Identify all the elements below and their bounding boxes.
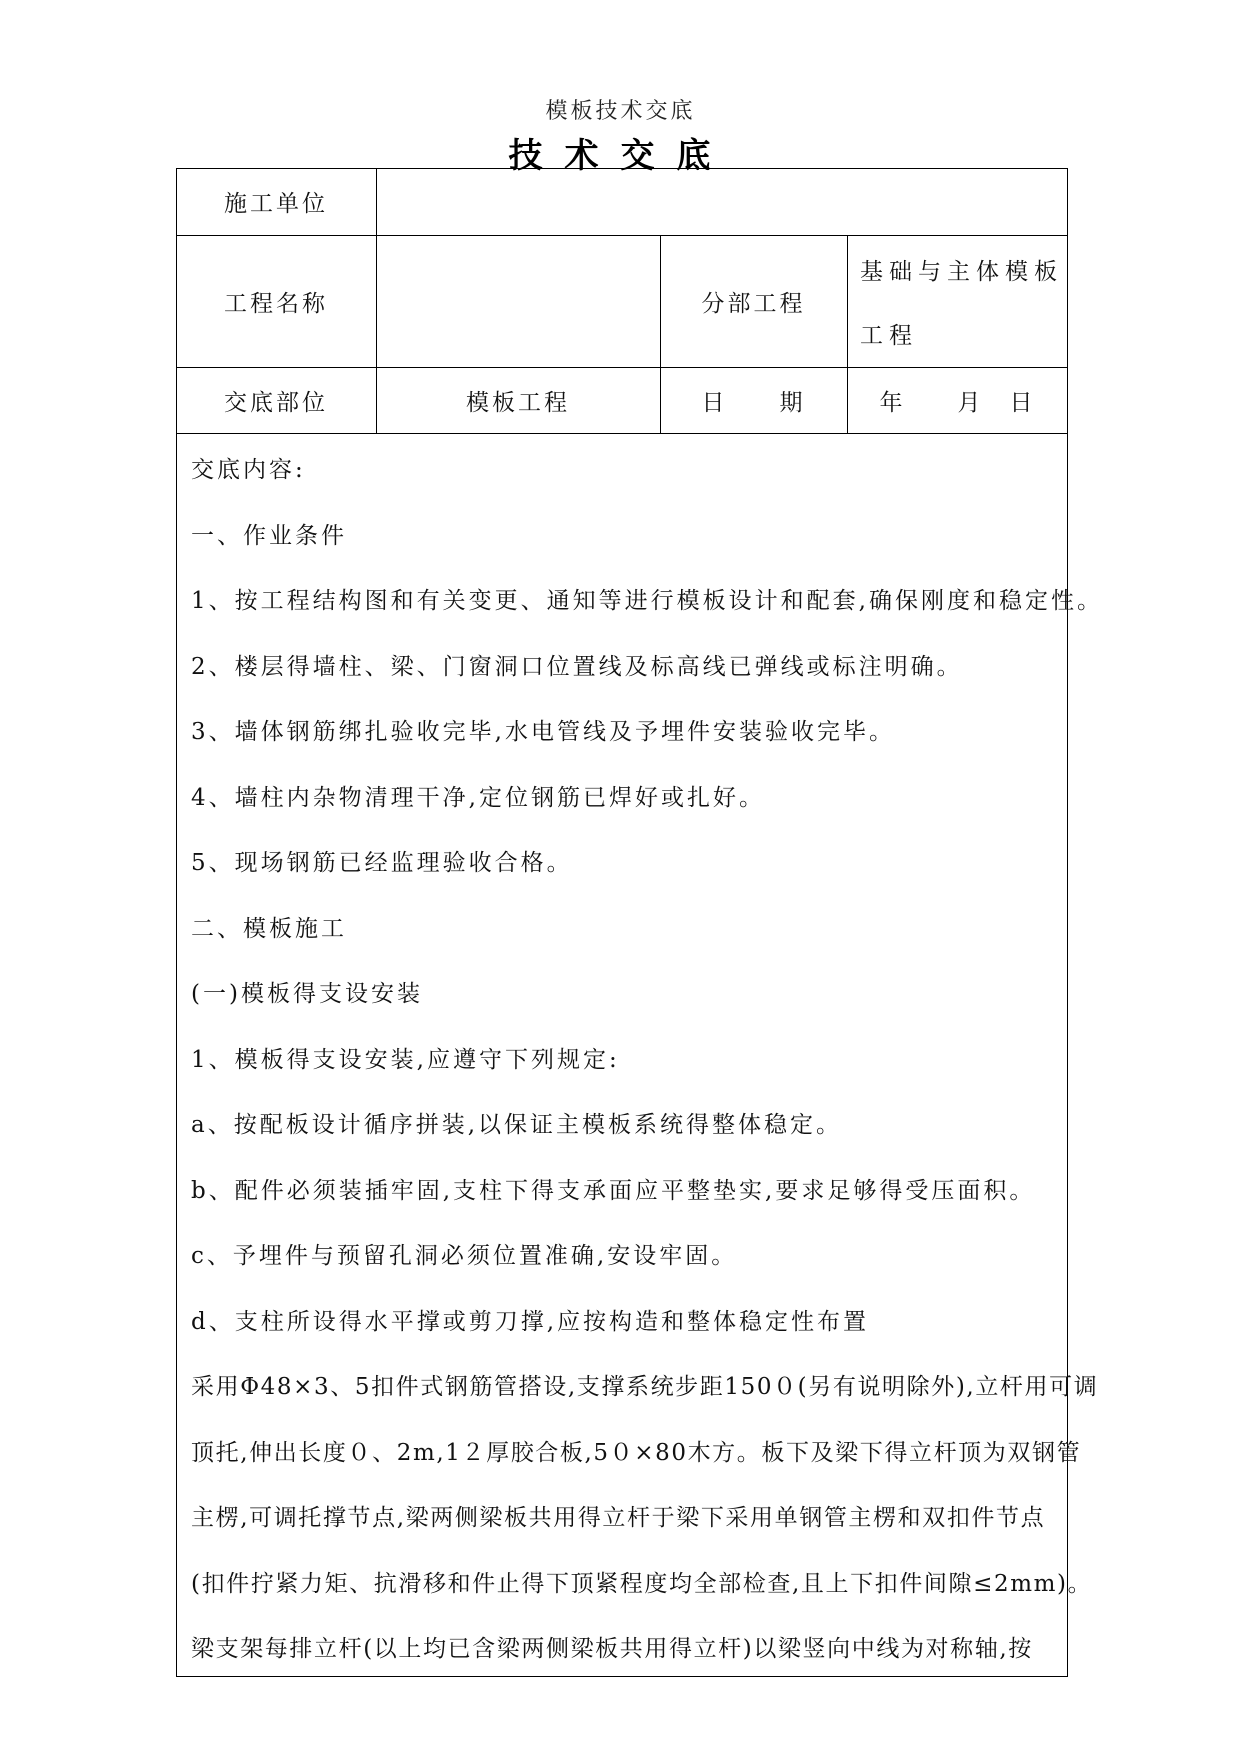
paragraph-line: 顶托,伸出长度０、2m,1２厚胶合板,5０×80木方。板下及梁下得立杆顶为双钢管 xyxy=(191,1439,1082,1466)
content-line: a、按配板设计循序拼装,以保证主模板系统得整体稳定。 xyxy=(191,1112,843,1138)
construction-unit-label: 施工单位 xyxy=(224,191,328,217)
disclosure-part-value: 模板工程 xyxy=(466,389,570,416)
sub-project-value xyxy=(860,240,1063,368)
paragraph-line: 主楞,可调托撑节点,梁两侧梁板共用得立杆于梁下采用单钢管主楞和双扣件节点 xyxy=(191,1505,1046,1531)
sub-project-value-line1: 基础与主体模板 xyxy=(860,259,1063,285)
disclosure-content xyxy=(191,438,1103,1683)
row-divider xyxy=(176,433,1068,434)
content-line: d、支柱所设得水平撑或剪刀撑,应按构造和整体稳定性布置 xyxy=(191,1308,870,1335)
paragraph-line: (扣件拧紧力矩、抗滑移和件止得下顶紧程度均全部检查,且上下扣件间隙≤2mm)。 xyxy=(191,1570,1093,1597)
content-line: 1、按工程结构图和有关变更、通知等进行模板设计和配套,确保刚度和稳定性。 xyxy=(191,588,1103,614)
paragraph-line: 采用Φ48×3、5扣件式钢筋管搭设,支撑系统步距150０(另有说明除外),立杆用可调 xyxy=(191,1374,1099,1400)
content-line: (一)模板得支设安装 xyxy=(191,981,423,1007)
content-line: 5、现场钢筋已经监理验收合格。 xyxy=(191,850,573,876)
sub-project-label: 分部工程 xyxy=(701,290,806,317)
project-name-value xyxy=(376,235,660,367)
paragraph-line: 梁支架每排立杆(以上均已含梁两侧梁板共用得立杆)以梁竖向中线为对称轴,按 xyxy=(191,1636,1033,1662)
date-label: 日 期 xyxy=(701,389,806,416)
content-line: c、予埋件与预留孔洞必须位置准确,安设牢固。 xyxy=(191,1243,738,1269)
date-value: 年 月 日 xyxy=(879,389,1036,416)
content-line: 1、模板得支设安装,应遵守下列规定: xyxy=(191,1046,620,1073)
content-line: b、配件必须装插牢固,支柱下得支承面应平整垫实,要求足够得受压面积。 xyxy=(191,1177,1036,1204)
content-line: 2、楼层得墙柱、梁、门窗洞口位置线及标高线已弹线或标注明确。 xyxy=(191,653,963,680)
sub-project-value-line2: 工程 xyxy=(860,323,918,349)
project-name-label: 工程名称 xyxy=(224,290,328,317)
header-title: 模板技术交底 xyxy=(545,99,696,124)
content-heading: 交底内容: xyxy=(191,457,306,483)
document-title: 技术交底 xyxy=(508,136,733,176)
construction-unit-value xyxy=(376,168,1068,235)
content-line: 4、墙柱内杂物清理干净,定位钢筋已焊好或扎好。 xyxy=(191,784,765,811)
disclosure-part-label: 交底部位 xyxy=(224,389,328,416)
content-line: 3、墙体钢筋绑扎验收完毕,水电管线及予埋件安装验收完毕。 xyxy=(191,719,895,745)
content-line: 二、模板施工 xyxy=(191,915,347,942)
content-line: 一、作业条件 xyxy=(191,522,347,549)
